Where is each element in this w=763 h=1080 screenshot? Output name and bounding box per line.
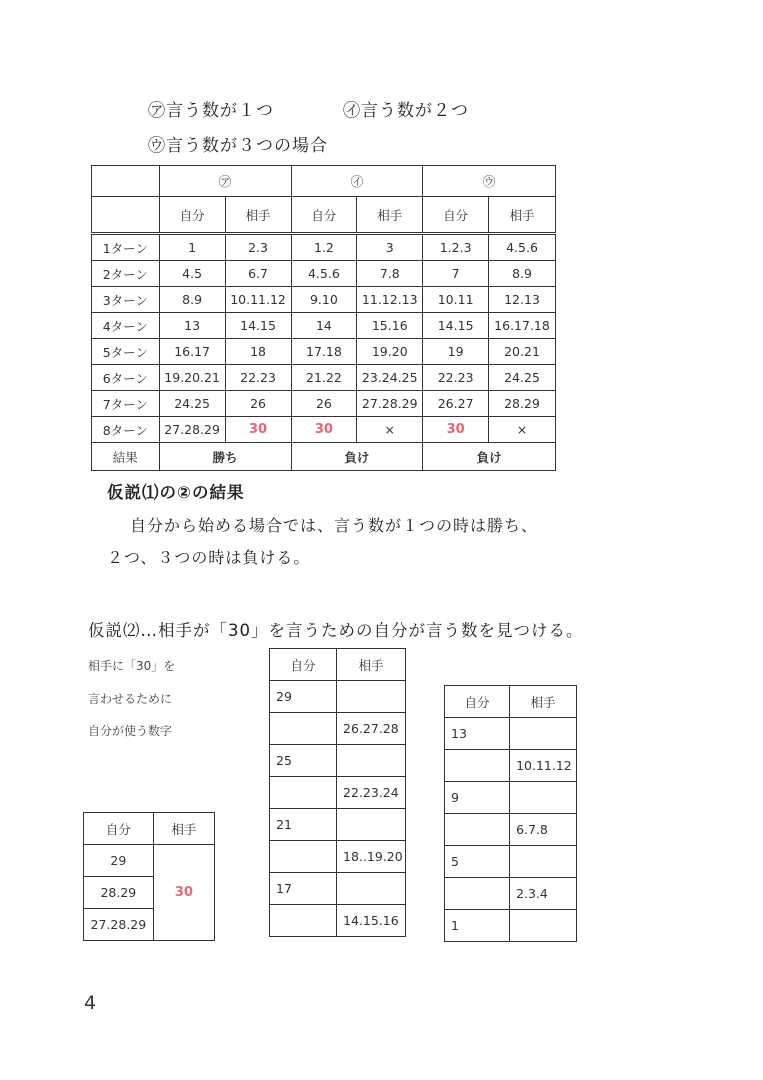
small-table [83,812,215,941]
turn-label: 4ターン [92,313,160,339]
table-cell: 28.29 [84,877,154,909]
table-cell [270,841,337,873]
turn-label: 7ターン [92,391,160,417]
table-row [92,313,556,339]
hypothesis1-line2: ２つ、３つの時は負ける。 [107,548,311,567]
corner-cell [92,166,160,197]
table-cell [337,681,406,713]
table-cell: 11.12.13 [357,287,423,313]
middle-table [269,648,406,937]
opponent-winning-number: 30 [153,845,214,941]
table-cell [445,750,510,782]
note-line2: 言わせるために [88,692,173,706]
table-cell: 1.2.3 [423,234,489,261]
sub-header: 相手 [489,197,556,234]
table-cell [445,814,510,846]
table-cell: 26.27.28 [337,713,406,745]
sub-header: 自分 [291,197,357,234]
table-cell: 16.17.18 [489,313,556,339]
table-cell: 8.9 [489,261,556,287]
sub-header: 自分 [423,197,489,234]
case-c-label: ㋒言う数が３つの場合 [148,136,328,156]
table-cell [510,910,577,942]
case-b-label: ㋑言う数が２つ [343,101,469,121]
note-line3: 自分が使う数字 [88,724,173,738]
turn-table [91,165,556,471]
table-cell: 16.17 [159,339,225,365]
table-cell: 20.21 [489,339,556,365]
table-cell: 21.22 [291,365,357,391]
group-header-a: ㋐ [159,166,291,197]
table-cell: 15.16 [357,313,423,339]
hypothesis1-line1: 自分から始める場合では、言う数が１つの時は勝ち、 [130,516,539,535]
table-cell: 4.5 [159,261,225,287]
table-cell: 26 [291,391,357,417]
turn-label: 1ターン [92,234,160,261]
table-cell: 3 [357,234,423,261]
result-c: 負け [423,443,556,471]
table-cell [510,718,577,750]
table-cell [270,713,337,745]
table-cell: 1.2 [291,234,357,261]
table-cell: 27.28.29 [159,417,225,443]
result-row [92,443,556,471]
table-cell [510,782,577,814]
table-cell: 14.15.16 [337,905,406,937]
table-row [92,234,556,261]
table-cell: 19 [423,339,489,365]
table-header: 相手 [153,813,214,845]
table-cell: 9.10 [291,287,357,313]
table-cell: 10.11 [423,287,489,313]
table-cell [337,745,406,777]
table-cell: 7 [423,261,489,287]
table-cell: 27.28.29 [357,391,423,417]
result-b: 負け [291,443,423,471]
table-cell: 25 [270,745,337,777]
table-cell: 18 [225,339,291,365]
table-cell: 22.23 [225,365,291,391]
turn-label: 8ターン [92,417,160,443]
table-header: 相手 [337,649,406,681]
hypothesis2-heading: 仮説⑵…相手が「30」を言うための自分が言う数を見つける。 [88,621,584,640]
winning-number: 30 [225,417,291,443]
table-row [92,365,556,391]
table-cell: × [489,417,556,443]
table-cell [445,878,510,910]
table-row [92,287,556,313]
table-header: 自分 [84,813,154,845]
table-cell: 10.11.12 [510,750,577,782]
table-cell: 18..19.20 [337,841,406,873]
corner-cell [92,197,160,234]
table-cell: 6.7 [225,261,291,287]
table-cell: 8.9 [159,287,225,313]
page-number: 4 [84,992,97,1014]
table-cell: 26.27 [423,391,489,417]
table-cell: 9 [445,782,510,814]
table-header: 自分 [270,649,337,681]
table-cell: 24.25 [159,391,225,417]
table-cell: 24.25 [489,365,556,391]
table-cell: 14.15 [225,313,291,339]
table-cell: 17 [270,873,337,905]
table-cell: 22.23 [423,365,489,391]
hypothesis1-heading: 仮説⑴の②の結果 [107,483,245,502]
table-cell: 1 [445,910,510,942]
table-header: 相手 [510,686,577,718]
table-cell: 4.5.6 [291,261,357,287]
note-line1: 相手に「30」を [88,659,176,673]
winning-number: 30 [423,417,489,443]
right-table [444,685,577,942]
table-cell [270,777,337,809]
result-a: 勝ち [159,443,291,471]
table-cell: 13 [445,718,510,750]
table-row [92,261,556,287]
table-cell: 2.3.4 [510,878,577,910]
table-cell: 27.28.29 [84,909,154,941]
group-header-c: ㋒ [423,166,556,197]
table-cell: 21 [270,809,337,841]
table-cell [270,905,337,937]
group-header-b: ㋑ [291,166,423,197]
table-cell: 23.24.25 [357,365,423,391]
table-cell [337,873,406,905]
table-cell: 12.13 [489,287,556,313]
table-cell: 5 [445,846,510,878]
sub-header: 相手 [357,197,423,234]
case-a-label: ㋐言う数が１つ [148,101,274,121]
table-cell: 7.8 [357,261,423,287]
table-cell: 17.18 [291,339,357,365]
table-cell: 2.3 [225,234,291,261]
table-cell: 28.29 [489,391,556,417]
table-cell: 1 [159,234,225,261]
result-label: 結果 [92,443,160,471]
table-cell: 10.11.12 [225,287,291,313]
table-cell [510,846,577,878]
turn-label: 5ターン [92,339,160,365]
sub-header: 自分 [159,197,225,234]
table-cell: 19.20 [357,339,423,365]
table-cell: 13 [159,313,225,339]
table-cell: 4.5.6 [489,234,556,261]
table-header: 自分 [445,686,510,718]
turn-label: 2ターン [92,261,160,287]
turn-label: 3ターン [92,287,160,313]
table-cell: 29 [84,845,154,877]
table-cell: 29 [270,681,337,713]
winning-number: 30 [291,417,357,443]
sub-header: 相手 [225,197,291,234]
table-cell [337,809,406,841]
table-cell: 6.7.8 [510,814,577,846]
table-cell: 14 [291,313,357,339]
table-row [92,417,556,443]
table-row [92,339,556,365]
table-cell: × [357,417,423,443]
table-cell: 26 [225,391,291,417]
turn-label: 6ターン [92,365,160,391]
table-row [92,391,556,417]
table-cell: 14.15 [423,313,489,339]
table-cell: 19.20.21 [159,365,225,391]
table-cell: 22.23.24 [337,777,406,809]
